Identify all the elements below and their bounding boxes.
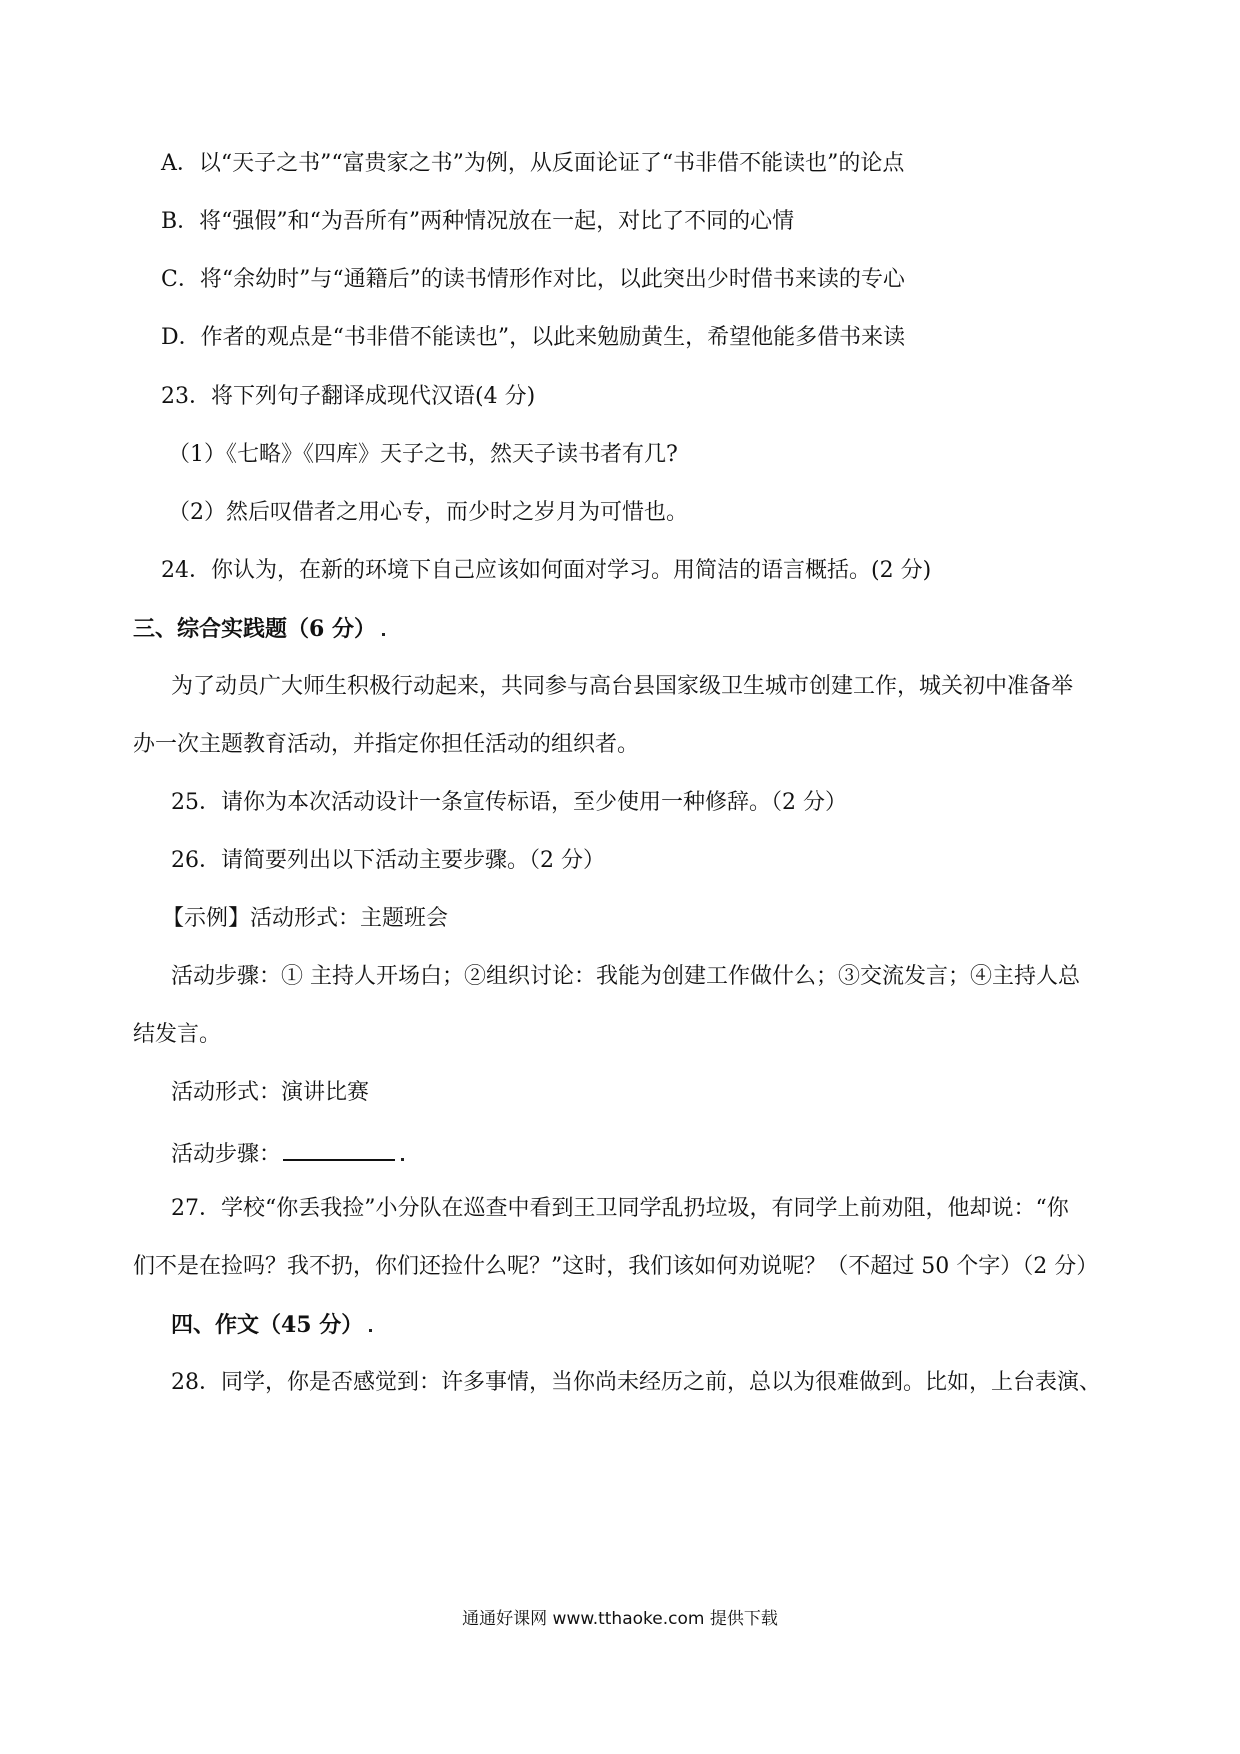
option-d: D．作者的观点是“书非借不能读也”，以此来勉励黄生，希望他能多借书来读 bbox=[161, 325, 906, 350]
option-c: C．将“余幼时”与“通籍后”的读书情形作对比，以此突出少时借书来读的专心 bbox=[161, 267, 905, 292]
section-4-heading-dot bbox=[369, 1329, 372, 1332]
example-steps-line-1: 活动步骤：① 主持人开场白；②组织讨论：我能为创建工作做什么；③交流发言；④主持人总 bbox=[171, 964, 1080, 989]
activity-intro-line-1: 为了动员广大师生积极行动起来，共同参与高台县国家级卫生城市创建工作，城关初中准备举 bbox=[171, 674, 1074, 699]
question-24: 24．你认为，在新的环境下自己应该如何面对学习。用简洁的语言概括。(2 分) bbox=[161, 558, 932, 583]
question-25: 25．请你为本次活动设计一条宣传标语，至少使用一种修辞。（2 分） bbox=[171, 790, 847, 815]
answer-blank-dot bbox=[401, 1158, 404, 1161]
option-a: A．以“天子之书”“富贵家之书”为例，从反面论证了“书非借不能读也”的论点 bbox=[161, 151, 905, 176]
question-23-item-1: （1）《七略》《四库》天子之书，然天子读书者有几? bbox=[168, 442, 678, 467]
question-23-item-2: （2）然后叹借者之用心专，而少时之岁月为可惜也。 bbox=[168, 500, 688, 525]
answer-blank[interactable] bbox=[283, 1137, 395, 1161]
footer-source: 通通好课网 www.tthaoke.com 提供下载 bbox=[462, 1609, 778, 1629]
activity-steps-label: 活动步骤： bbox=[171, 1142, 282, 1167]
option-b: B．将“强假”和“为吾所有”两种情况放在一起，对比了不同的心情 bbox=[161, 209, 795, 234]
section-3-heading bbox=[133, 615, 385, 643]
activity-intro-line-2: 办一次主题教育活动，并指定你担任活动的组织者。 bbox=[133, 732, 640, 757]
question-28: 28．同学，你是否感觉到：许多事情，当你尚未经历之前，总以为很难做到。比如，上台表演、 bbox=[171, 1370, 1101, 1395]
section-3-heading-dot bbox=[382, 633, 385, 636]
section-3-heading-text: 三、综合实践题（6 分） bbox=[133, 616, 376, 642]
activity-form: 活动形式：演讲比赛 bbox=[171, 1080, 370, 1105]
example-label: 【示例】活动形式：主题班会 bbox=[162, 906, 449, 931]
section-4-heading-text: 四、作文（45 分） bbox=[171, 1312, 364, 1338]
example-steps-line-2: 结发言。 bbox=[133, 1022, 222, 1047]
question-27-line-1: 27．学校“你丢我捡”小分队在巡查中看到王卫同学乱扔垃圾，有同学上前劝阻，他却说：“你 bbox=[171, 1196, 1069, 1221]
activity-steps bbox=[171, 1137, 404, 1169]
question-23: 23．将下列句子翻译成现代汉语(4 分) bbox=[161, 384, 536, 409]
section-4-heading bbox=[171, 1311, 372, 1339]
question-27-line-2: 们不是在捡吗？我不扔，你们还捡什么呢？”这时，我们该如何劝说呢？（不超过 50 个字）（2 分） bbox=[133, 1254, 1099, 1279]
question-26: 26．请简要列出以下活动主要步骤。（2 分） bbox=[171, 848, 605, 873]
